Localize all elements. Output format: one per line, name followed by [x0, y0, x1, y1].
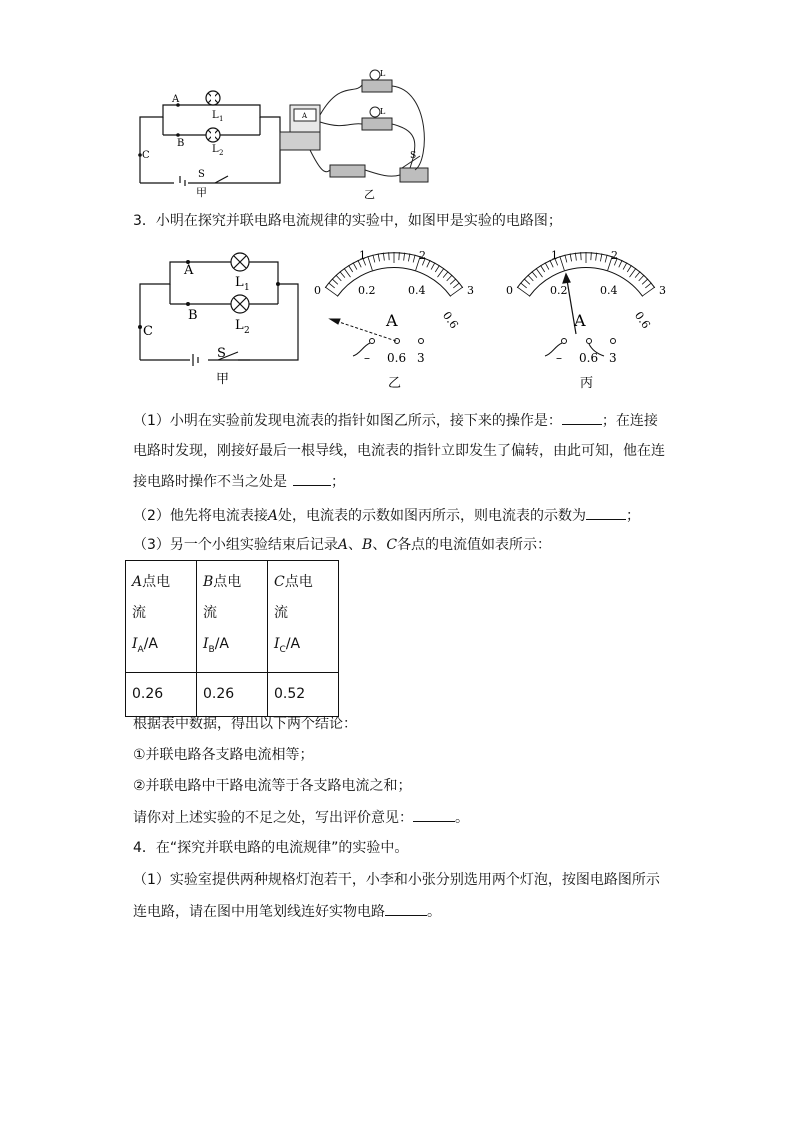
q3-ammeter-yi: [308, 242, 483, 392]
top-circuit-nodes: [138, 103, 180, 157]
q3-part3: （3）另一个小组实验结束后记录A、B、C各点的电流值如表所示：: [133, 537, 552, 553]
scale-tick: [389, 252, 390, 260]
scale-tick: [623, 263, 627, 270]
q4-title: 4．在“探究并联电路的电流规律”的实验中。: [133, 840, 409, 856]
scale-bottom-0.2: 0.2: [550, 284, 568, 297]
top-label-C: C: [142, 150, 150, 161]
q3-title: 3．小明在探究并联电路电流规律的实验中，如图甲是实验的电路图；: [133, 213, 562, 229]
scale-tick: [639, 275, 644, 281]
scale-tick: [383, 253, 384, 261]
table-cell-C: 0.52: [268, 672, 339, 716]
meter-yi-terminal-3: 3: [417, 351, 425, 365]
scale-tick: [437, 268, 443, 277]
scale-tick: [336, 275, 341, 281]
q3-circuit-S: S: [217, 346, 226, 361]
q3-part1-line3: 接电路时操作不当之处是 ；: [133, 471, 345, 492]
scale-tick: [427, 260, 430, 267]
scale-bottom-0.6: 0.6: [631, 309, 653, 332]
q3-circuit-L1: L: [235, 275, 244, 290]
scale-tick: [348, 265, 352, 272]
q3-circuit-C: C: [143, 324, 153, 339]
q3-part1-line1: （1）小明在实验前发现电流表的指针如图乙所示，接下来的操作是： ；在连接: [133, 410, 658, 431]
scale-tick: [329, 283, 335, 288]
scale-tick: [642, 279, 648, 284]
meter-bing-terminal-neg: –: [556, 351, 562, 365]
top-label-A: A: [172, 94, 180, 105]
q3-circuit-L2: L: [235, 318, 244, 333]
table-cell-B: 0.26: [197, 672, 268, 716]
q3-part2: （2）他先将电流表接A处，电流表的示数如图丙所示，则电流表的示数为 ；: [133, 505, 640, 526]
scale-tick: [453, 283, 459, 288]
top-circuit-diagram: [140, 91, 280, 186]
scale-top-2: 2: [611, 249, 618, 262]
conclusion-1: ①并联电路各支路电流相等；: [133, 747, 314, 763]
meter-bing-terminal-3: 3: [609, 351, 617, 365]
scale-tick: [540, 265, 544, 272]
table-cell-A: 0.26: [126, 672, 197, 716]
q3-circuit-caption: 甲: [216, 372, 230, 387]
scale-tick: [629, 268, 635, 277]
scale-bottom-0.4: 0.4: [408, 284, 426, 297]
q4-part1-line1: （1）实验室提供两种规格灯泡若干，小李和小张分别选用两个灯泡，按图电路图所示: [133, 872, 660, 888]
scale-tick: [528, 275, 533, 281]
meter-bing-unit: A: [574, 311, 586, 330]
setup-label-L2: L: [380, 107, 386, 116]
scale-tick: [404, 253, 405, 261]
scale-top-3: 3: [467, 284, 474, 297]
table-header-B: B点电 流 $I_B/A$: [197, 561, 268, 673]
scale-tick: [451, 287, 463, 296]
q3-ammeter-bing: [500, 242, 675, 392]
scale-tick: [532, 272, 537, 278]
q4-part1-line2: 连电路，请在图中用笔划线连好实物电路 。: [133, 901, 441, 922]
scale-tick: [431, 263, 435, 270]
scale-top-0: 0: [506, 284, 513, 297]
scale-tick: [517, 287, 529, 296]
scale-ticks: [517, 252, 655, 296]
scale-tick: [575, 253, 576, 261]
q3-circuit-L1-sub: 1: [244, 283, 250, 293]
scale-top-1: 1: [359, 249, 366, 262]
table-row: [126, 672, 339, 716]
scale-tick: [645, 283, 651, 288]
scale-tick: [332, 279, 338, 284]
scale-top-2: 2: [419, 249, 426, 262]
setup-meter-A: A: [302, 112, 308, 120]
scale-tick: [591, 252, 592, 260]
top-figure: [130, 60, 460, 200]
top-label-jia: 甲: [196, 186, 207, 199]
meter-yi-terminal-neg: –: [364, 351, 370, 365]
answer-blank-1[interactable]: [562, 410, 602, 425]
table-header-C: C点电 流 $I_C/A$: [268, 561, 339, 673]
scale-tick: [560, 256, 565, 270]
q3-circuit-diagram: [130, 240, 310, 390]
scale-tick: [450, 279, 456, 284]
scale-tick: [399, 252, 400, 260]
q3-circuit-L2-sub: 2: [244, 326, 250, 336]
scale-tick: [565, 255, 567, 263]
scale-tick: [521, 283, 527, 288]
answer-blank-2[interactable]: [293, 471, 331, 486]
scale-inner-arc: [529, 267, 642, 296]
scale-tick: [325, 287, 337, 296]
scale-tick: [627, 265, 631, 272]
top-label-L1-sub: 1: [219, 115, 224, 123]
scale-bottom-0.2: 0.2: [358, 284, 376, 297]
scale-top-1: 1: [551, 249, 558, 262]
table-header-A: A点电 流 $I_A/A$: [126, 561, 197, 673]
scale-tick: [408, 254, 409, 262]
scale-tick: [368, 256, 373, 270]
current-table: [125, 560, 339, 717]
answer-blank-5[interactable]: [385, 901, 427, 916]
scale-tick: [581, 252, 582, 260]
scale-tick: [600, 254, 601, 262]
top-label-yi: 乙: [364, 188, 375, 200]
meter-bing-caption: 丙: [580, 376, 594, 391]
scale-tick: [353, 263, 357, 270]
scale-tick: [435, 265, 439, 272]
physical-setup: [280, 70, 428, 182]
top-label-L2: L: [212, 144, 219, 155]
scale-tick: [635, 272, 640, 278]
scale-tick: [619, 260, 622, 267]
scale-tick: [536, 268, 542, 277]
top-label-L1: L: [212, 110, 219, 121]
answer-blank-3[interactable]: [586, 505, 626, 520]
q3-circuit-B: B: [188, 308, 198, 323]
q3-circuit-A: A: [184, 263, 194, 278]
scale-tick: [596, 253, 597, 261]
q3-part1-line2: 电路时发现，刚接好最后一根导线，电流表的指针立即发生了偏转，由此可知，他在连: [133, 443, 665, 459]
table-header-row: [126, 561, 339, 673]
scale-tick: [545, 263, 549, 270]
meter-yi-unit: A: [386, 311, 398, 330]
scale-tick: [605, 255, 607, 263]
scale-tick: [643, 287, 655, 296]
scale-top-3: 3: [659, 284, 666, 297]
scale-top-0: 0: [314, 284, 321, 297]
scale-tick: [524, 279, 530, 284]
scale-tick: [373, 255, 375, 263]
scale-tick: [378, 254, 379, 262]
scale-tick: [344, 268, 350, 277]
scale-inner-arc: [337, 267, 450, 296]
meter-bing-terminal-0.6: 0.6: [579, 351, 599, 365]
setup-label-L1: L: [380, 69, 386, 78]
top-label-L2-sub: 2: [219, 149, 224, 157]
top-label-B: B: [177, 138, 185, 149]
scale-tick: [413, 255, 415, 263]
top-label-S: S: [198, 169, 205, 180]
setup-label-S: S: [410, 151, 417, 161]
conclusion-intro: 根据表中数据，得出以下两个结论：: [133, 716, 357, 732]
scale-tick: [447, 275, 452, 281]
scale-tick: [570, 254, 571, 262]
evaluation-line: 请你对上述实验的不足之处，写出评价意见： 。: [133, 807, 469, 828]
answer-blank-4[interactable]: [413, 807, 455, 822]
scale-ticks: [325, 252, 463, 296]
scale-bottom-0.4: 0.4: [600, 284, 618, 297]
meter-yi-terminal-0.6: 0.6: [387, 351, 407, 365]
conclusion-2: ②并联电路中干路电流等于各支路电流之和；: [133, 778, 412, 794]
scale-bottom-0.6: 0.6: [439, 309, 461, 332]
scale-tick: [340, 272, 345, 278]
scale-tick: [443, 272, 448, 278]
meter-yi-caption: 乙: [388, 376, 402, 391]
